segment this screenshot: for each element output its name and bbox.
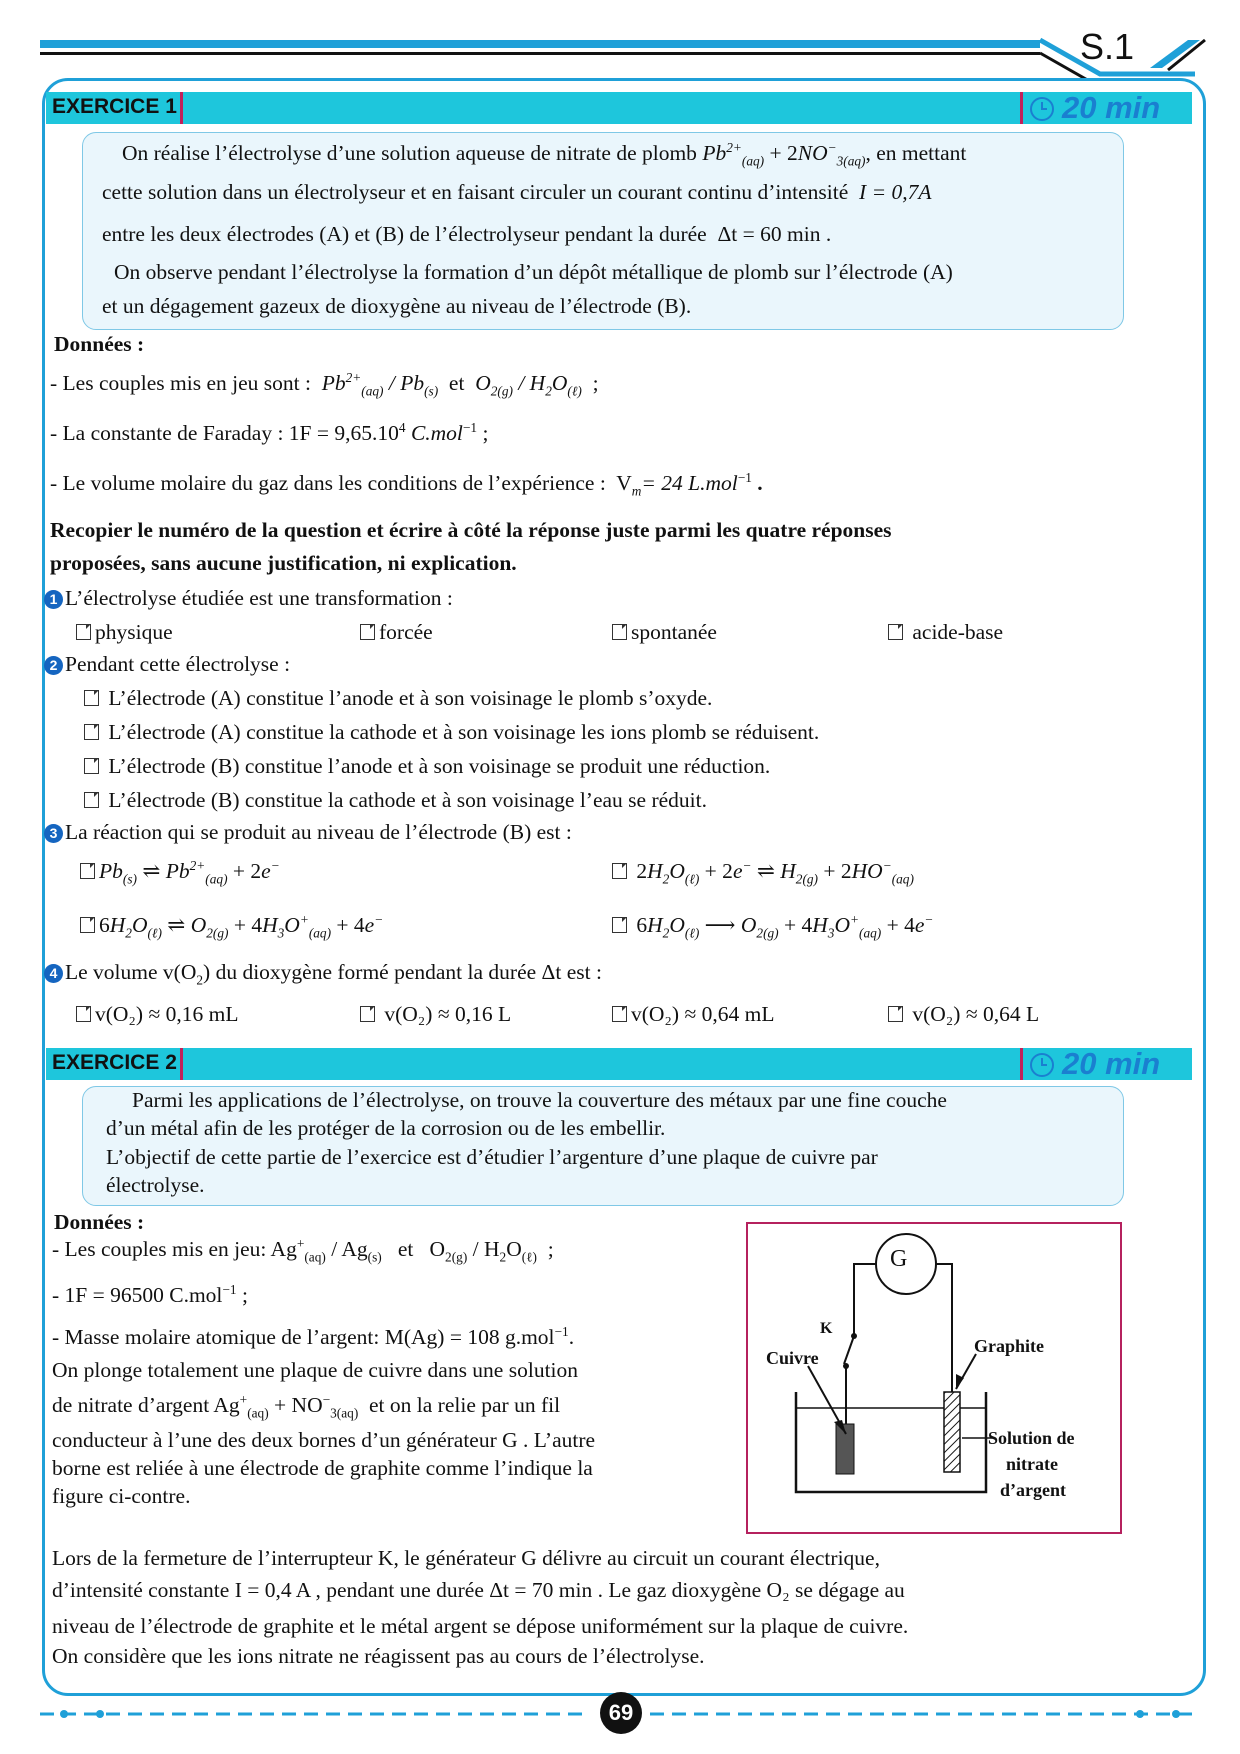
ex1-data-volume: - Le volume molaire du gaz dans les conditions de l’expérience : $V_m= 24$ L.mol$^{-1}$ . [50,470,763,499]
q4-option-4[interactable]: v(O₂) ≈ 0,64 L [888,1002,1039,1028]
exercise2-bar [46,1048,1192,1080]
q4-option-1[interactable]: v(O₂) ≈ 0,16 mL [76,1002,239,1028]
exercise2-duration: 20 min [1062,1046,1161,1081]
ex1-data-faraday: - La constante de Faraday : $1F = 9,65.10^4$ C.mol$^{-1}$ ; [50,420,489,446]
ex2-intro-line4: électrolyse. [106,1173,205,1197]
switch-label: K [820,1320,833,1337]
solution-label-2: nitrate [1006,1454,1058,1474]
clock-icon [1028,1051,1056,1079]
ex1-intro-line5: et un dégagement gazeux de dioxygène au niveau de l’électrode (B). [102,294,692,318]
ex2-conclusion-line3: niveau de l’électrode de graphite et le métal argent se dépose uniformément sur la plaque de cuivre. [52,1614,909,1638]
q3-option-2[interactable]: $2H_2O_{(\ell)} + 2e^-$ ⇌ $H_{2(g)} + 2HO^-_{(aq)}$ [612,858,914,887]
exercise1-tick [180,92,183,124]
clock-icon [1028,95,1056,123]
ex1-intro-line2: cette solution dans un électrolyseur et en faisant circuler un courant continu d’intensité I = 0,7A [102,180,932,204]
ex2-text-line5: figure ci-contre. [52,1484,191,1508]
ex2-conclusion-line2: d’intensité constante I = 0,4 A , pendant une durée Δt = 70 min . Le gaz dioxygène O₂ se dégage au [52,1578,905,1602]
exercise2-tick [180,1048,183,1080]
q2-option-3[interactable]: L’électrode (B) constitue l’anode et à son voisinage se produit une réduction. [84,754,770,780]
solution-label-3: d’argent [1000,1480,1066,1500]
ex2-data-title: Données : [54,1210,145,1234]
ex1-intro-line3: entre les deux électrodes (A) et (B) de l’électrolyseur pendant la durée Δt = 60 min . [102,222,832,246]
generator-label: G [890,1246,908,1272]
q2-question: 2 Pendant cette électrolyse : [44,652,290,678]
q3-option-4[interactable]: $6H_2O_{(\ell)}$ ⟶ $O_{2(g)} + 4H_3O^+_{(aq)} + 4e^-$ [612,912,933,941]
ex2-text-line4: borne est reliée à une électrode de graphite comme l’indique la [52,1456,593,1480]
ex2-data-faraday: - 1F = 96500 C.mol$^{-1}$ ; [52,1282,248,1308]
q4-option-3[interactable]: v(O₂) ≈ 0,64 mL [612,1002,775,1028]
ex2-text-line2: de nitrate d’argent $Ag^+_{(aq)} + NO^-_{3(aq)}$ et on la relie par un fil [52,1392,561,1421]
ex2-intro-line2: d’un métal afin de les protéger de la corrosion ou de les embellir. [106,1116,666,1140]
q4-option-2[interactable]: v(O₂) ≈ 0,16 L [360,1002,511,1028]
q3-option-1[interactable]: $Pb_{(s)}$ ⇌ $Pb^{2+}_{(aq)} + 2e^-$ [80,858,280,887]
exercise1-title: EXERCICE 1 [52,95,177,118]
ex2-data-couples: - Les couples mis en jeu: $Ag^+_{(aq)} / Ag_{(s)}$ et $O_{2(g)} / H_2O_{(\ell)}$ ; [52,1236,554,1265]
exercise1-tick-right [1020,92,1023,124]
q1-option-1[interactable]: physique [76,620,173,646]
q3-option-3[interactable]: $6H_2O_{(\ell)}$ ⇌ $O_{2(g)} + 4H_3O^+_{(aq)} + 4e^-$ [80,912,383,941]
electrolysis-figure [746,1222,1122,1534]
q2-option-2[interactable]: L’électrode (A) constitue la cathode et à son voisinage les ions plomb se réduisent. [84,720,819,746]
q1-question: 1 L’électrolyse étudiée est une transformation : [44,586,453,612]
ex2-text-line3: conducteur à l’une des deux bornes d’un générateur G . L’autre [52,1428,596,1452]
page-number: 69 [600,1692,642,1734]
ex2-intro-line1: Parmi les applications de l’électrolyse, on trouve la couverture des métaux par une fine couche [132,1088,947,1112]
q4-question: 4 Le volume $v(O_2)$ du dioxygène formé pendant la durée Δt est : [44,960,602,988]
q2-option-1[interactable]: L’électrode (A) constitue l’anode et à son voisinage le plomb s’oxyde. [84,686,712,712]
ex2-conclusion-line4: On considère que les ions nitrate ne réagissent pas au cours de l’électrolyse. [52,1644,705,1668]
section-label: S.1 [1080,26,1135,67]
ex1-instruction-line2: proposées, sans aucune justification, ni explication. [50,551,517,575]
graphite-label: Graphite [974,1336,1044,1356]
ex1-intro-line1: On réalise l’électrolyse d’une solution aqueuse de nitrate de plomb $Pb^{2+}_{(aq)} + 2NO^-_{3(aq)}$, en mettant [122,140,967,169]
q1-option-2[interactable]: forcée [360,620,433,646]
ex1-data-title: Données : [54,332,145,356]
copper-label: Cuivre [766,1348,819,1368]
solution-label-1: Solution de [988,1428,1075,1448]
exercise1-duration: 20 min [1062,90,1161,125]
ex1-intro-line4: On observe pendant l’électrolyse la formation d’un dépôt métallique de plomb sur l’électrode (A) [114,260,953,284]
header-decoration [0,0,1240,80]
ex2-data-molar-mass: - Masse molaire atomique de l’argent: M(Ag) = 108 g.mol$^{-1}$. [52,1324,575,1350]
q1-option-3[interactable]: spontanée [612,620,717,646]
ex1-data-couples: - Les couples mis en jeu sont : $Pb^{2+}_{(aq)} / Pb_{(s)}$ et $O_{2(g)} / H_2O_{(\ell)}$ ; [50,370,599,399]
q1-option-4[interactable]: acide-base [888,620,1003,646]
q3-question: 3 La réaction qui se produit au niveau de l’électrode (B) est : [44,820,572,846]
ex1-instruction-line1: Recopier le numéro de la question et écrire à côté la réponse juste parmi les quatre réponses [50,518,892,542]
ex2-intro-line3: L’objectif de cette partie de l’exercice est d’étudier l’argenture d’une plaque de cuivre par [106,1145,878,1169]
exercise2-title: EXERCICE 2 [52,1051,177,1074]
exercise1-bar [46,92,1192,124]
q2-option-4[interactable]: L’électrode (B) constitue la cathode et à son voisinage l’eau se réduit. [84,788,707,814]
ex2-text-line1: On plonge totalement une plaque de cuivre dans une solution [52,1358,579,1382]
ex2-conclusion-line1: Lors de la fermeture de l’interrupteur K, le générateur G délivre au circuit un courant électrique, [52,1546,880,1570]
exercise2-tick-right [1020,1048,1023,1080]
